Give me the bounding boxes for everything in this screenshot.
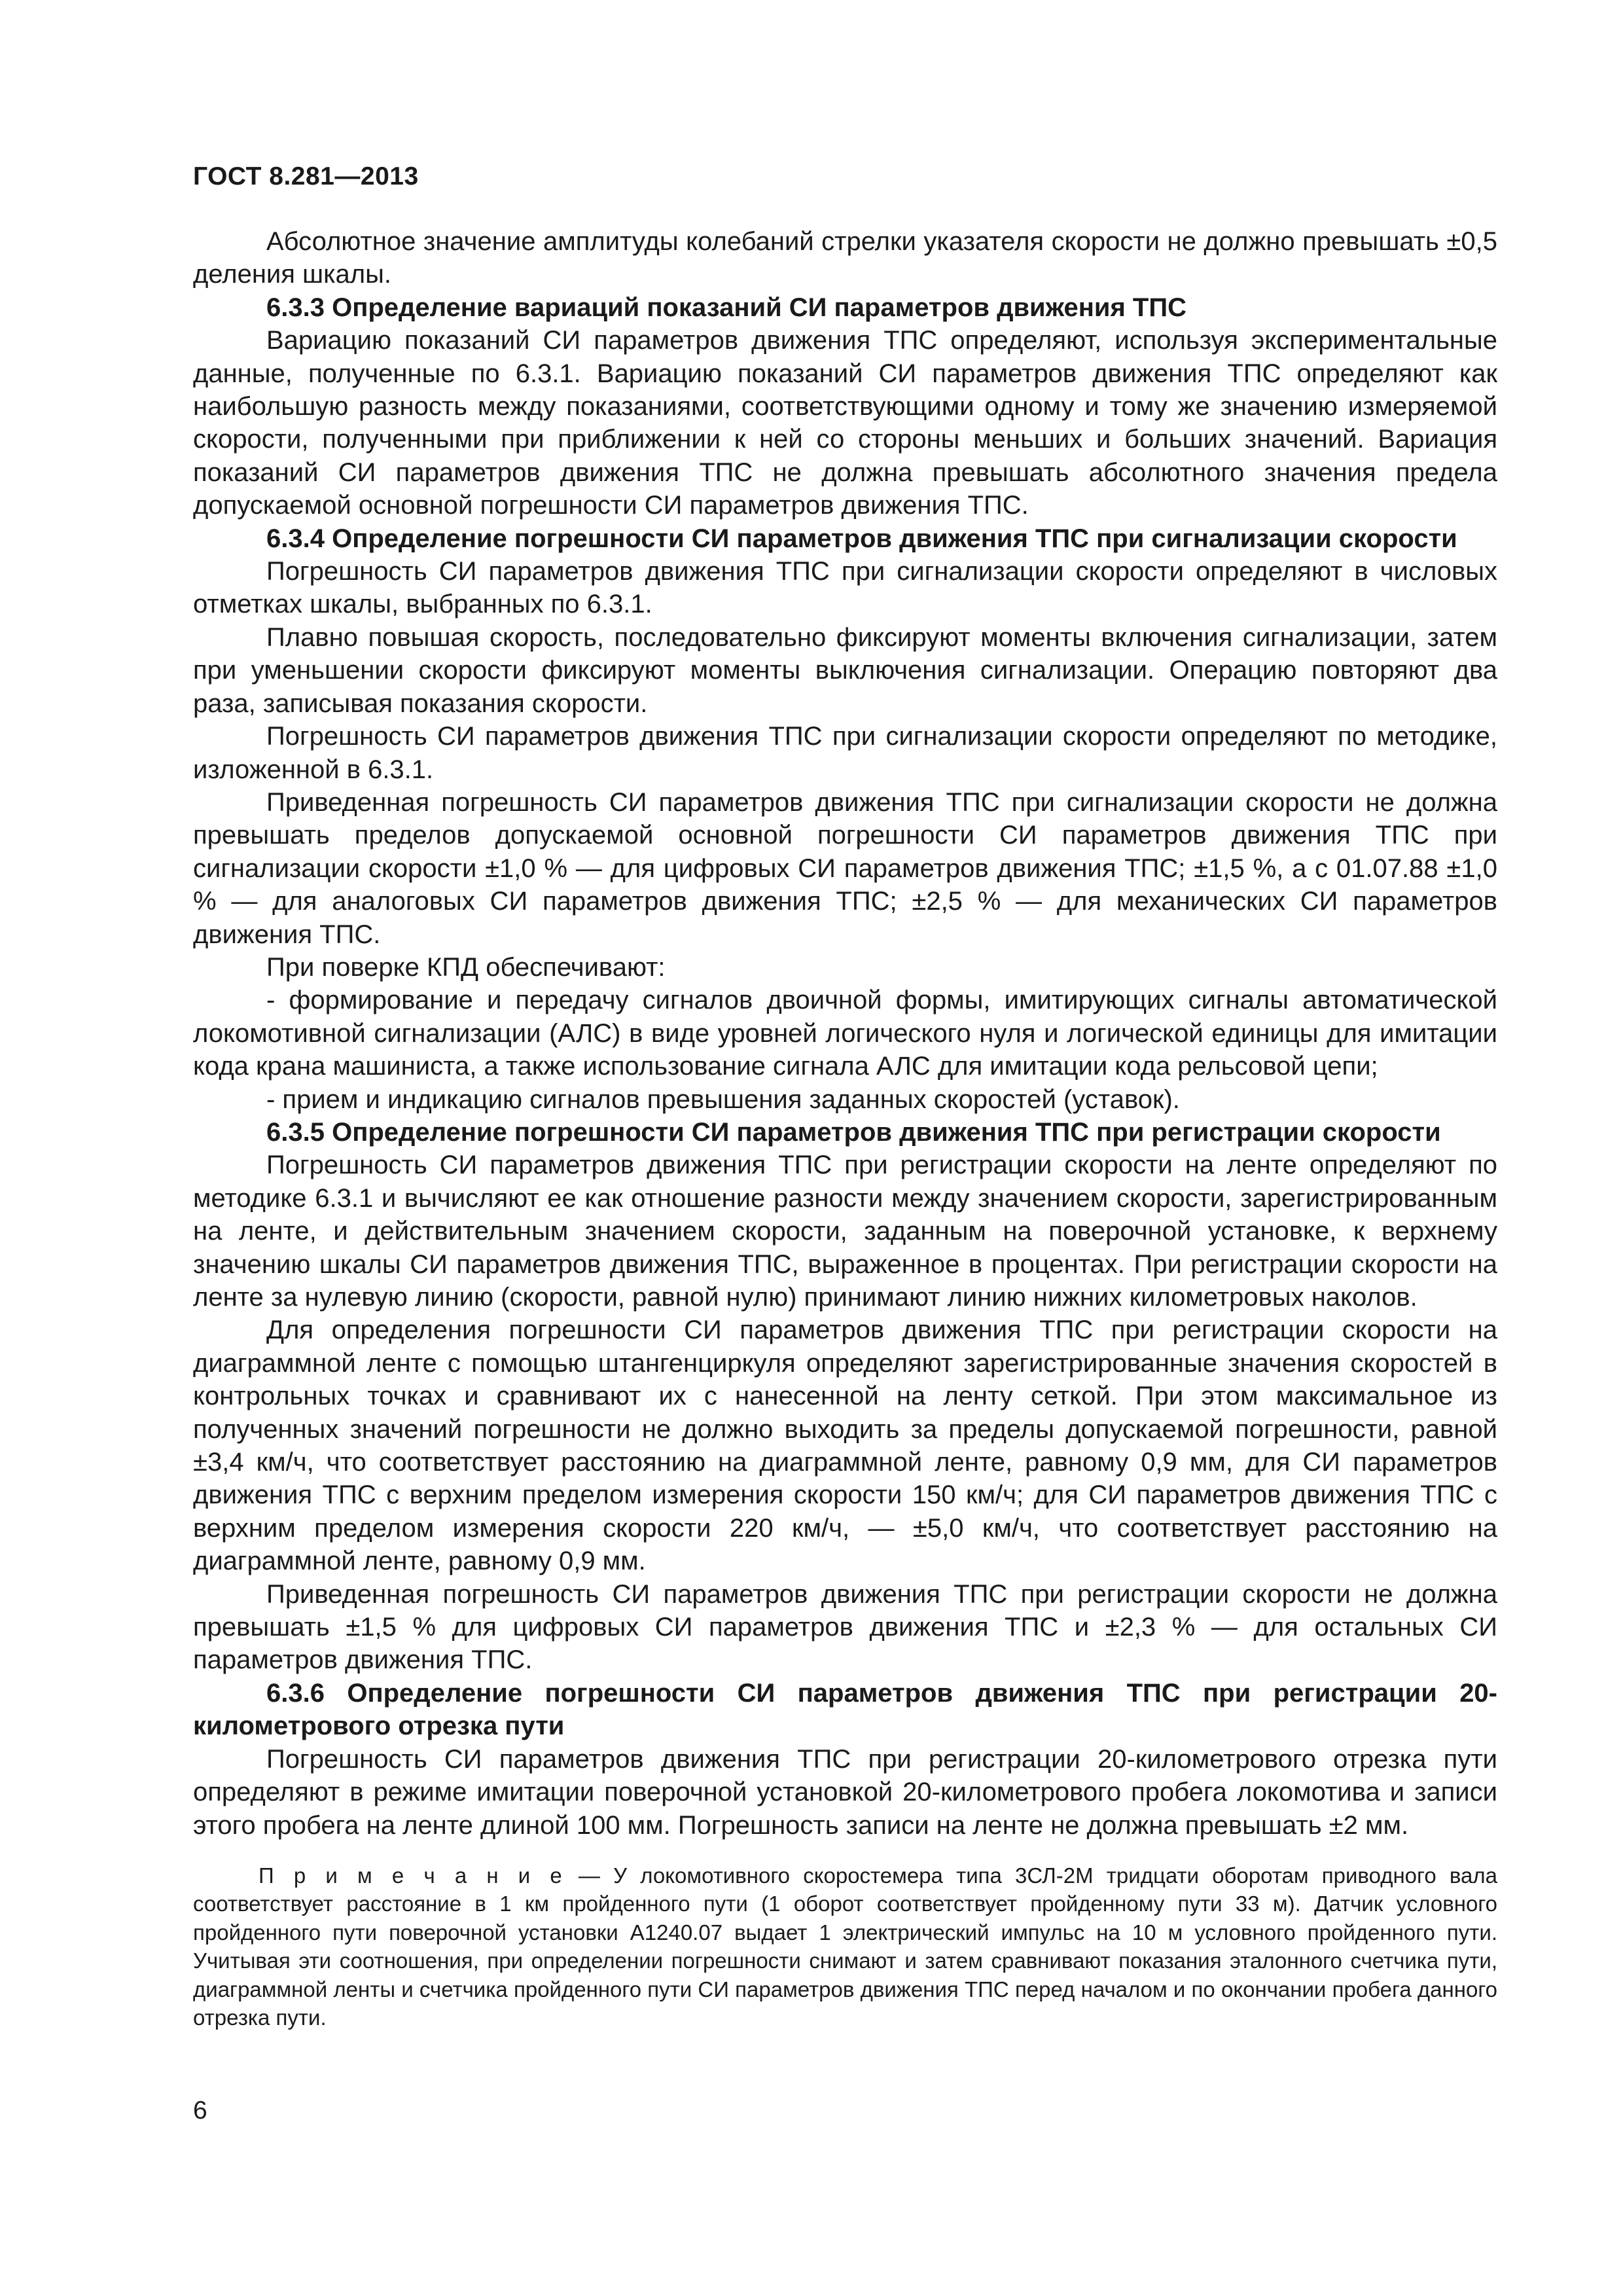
paragraph-registration-limits: Приведенная погрешность СИ параметров движения ТПС при регистрации скорости не должна превышать ±1,5 % для цифровых СИ параметров движения ТПС и ±2,3 % — для остальных СИ параметров движения ТПС. [193, 1579, 1497, 1675]
paragraph-signal-procedure: Плавно повышая скорость, последовательно фиксируют моменты включения сигнализации, затем при уменьшении скорости фиксируют моменты выключения сигнализации. Операцию повторяют два раза, записывая показания скорости. [193, 622, 1497, 718]
section-heading-6-3-3: 6.3.3 Определение вариаций показаний СИ параметров движения ТПС [266, 293, 1186, 322]
paragraph-registration-method: Погрешность СИ параметров движения ТПС при регистрации скорости на ленте определяют по методике 6.3.1 и вычисляют ее как отношение разности между значением скорости, зарегистрированным на ленте, и действительным значением скорости, заданным на поверочной установке, к верхнему значению шкалы СИ параметров движения ТПС, выраженное в процентах. При регистрации скорости на ленте за нулевую линию (скорости, равной нулю) принимают линию нижних километровых наколов. [193, 1151, 1497, 1312]
document-header: ГОСТ 8.281—2013 [193, 162, 419, 190]
paragraph-variation: Вариацию показаний СИ параметров движения ТПС определяют, используя экспериментальные данные, полученные по 6.3.1. Вариацию показаний СИ параметров движения ТПС определяют как наибольшую разность между показаниями, соответствующими одному и тому же значению измеряемой скорости, полученными при приближении к ней со стороны меньших и больших значений. Вариация показаний СИ параметров движения ТПС не должна превышать абсолютного значения предела допускаемой основной погрешности СИ параметров движения ТПС. [193, 326, 1497, 520]
paragraph-signal-error: Погрешность СИ параметров движения ТПС при сигнализации скорости определяют в числовых отметках шкалы, выбранных по 6.3.1. [193, 557, 1497, 619]
section-heading-6-3-4: 6.3.4 Определение погрешности СИ параметров движения ТПС при сигнализации скорости [266, 524, 1457, 553]
list-item-kpd-1: - формирование и передачу сигналов двоичной формы, имитирующих сигналы автоматической локомотивной сигнализации (АЛС) в виде уровней логического нуля и логической единицы для имитации кода крана машиниста, а также использование сигнала АЛС для имитации кода рельсовой цепи; [193, 986, 1497, 1081]
note-text: — У локомотивного скоростемера типа 3СЛ-2М тридцати оборотам приводного вала соответствует расстояние в 1 км пройденного пути (1 оборот соответствует пройденному пути 33 м). Датчик условного пройденного пути поверочной установки А1240.07 выдает 1 электрический импульс на 10 м условного пройденного пути. Учитывая эти соотношения, при определении погрешности снимают и затем сравнивают показания эталонного счетчика пути, диаграммной ленты и счетчика пройденного пути СИ параметров движения ТПС перед началом и по окончании пробега данного отрезка пути. [193, 1863, 1498, 2030]
paragraph-signal-limits: Приведенная погрешность СИ параметров движения ТПС при сигнализации скорости не должна превышать пределов допускаемой основной погрешности СИ параметров движения ТПС при сигнализации скорости ±1,0 % — для цифровых СИ параметров движения ТПС; ±1,5 %, а с 01.07.88 ±1,0 % — для аналоговых СИ параметров движения ТПС; ±2,5 % — для механических СИ параметров движения ТПС. [193, 787, 1497, 949]
paragraph-20km: Погрешность СИ параметров движения ТПС при регистрации 20-километрового отрезка пути определяют в режиме имитации поверочной установкой 20-километрового пробега локомотива и записи этого пробега на ленте длиной 100 мм. Погрешность записи на ленте не должна превышать ±2 мм. [193, 1744, 1497, 1840]
list-item-kpd-2: - прием и индикацию сигналов превышения заданных скоростей (уставок). [266, 1085, 1180, 1114]
paragraph-kpd-intro: При поверке КПД обеспечивают: [266, 952, 666, 982]
paragraph-signal-method: Погрешность СИ параметров движения ТПС при сигнализации скорости определяют по методике, изложенной в 6.3.1. [193, 722, 1497, 784]
section-heading-6-3-5: 6.3.5 Определение погрешности СИ параметров движения ТПС при регистрации скорости [266, 1117, 1441, 1147]
paragraph-amplitude: Абсолютное значение амплитуды колебаний стрелки указателя скорости не должно превышать ±0,5 деления шкалы. [193, 227, 1497, 289]
paragraph-registration-caliper: Для определения погрешности СИ параметров движения ТПС при регистрации скорости на диаграммной ленте с помощью штангенциркуля определяют зарегистрированные значения скоростей в контрольных точках и сравнивают их с нанесенной на ленту сеткой. При этом максимальное из полученных значений погрешности не должно выходить за пределы допускаемой погрешности, равной ±3,4 км/ч, что соответствует расстоянию на диаграммной ленте, равному 0,9 мм, для СИ параметров движения ТПС с верхним пределом измерения скорости 150 км/ч; для СИ параметров движения ТПС с верхним пределом измерения скорости 220 км/ч, — ±5,0 км/ч, что соответствует расстоянию на диаграммной ленте, равному 0,9 мм. [193, 1316, 1497, 1576]
document-body [193, 225, 1497, 2032]
note [193, 1861, 1497, 2032]
section-heading-6-3-6: 6.3.6 Определение погрешности СИ параметров движения ТПС при регистрации 20-километрового отрезка пути [193, 1678, 1497, 1741]
page-number: 6 [193, 2096, 207, 2125]
note-label: П р и м е ч а н и е [259, 1863, 565, 1888]
